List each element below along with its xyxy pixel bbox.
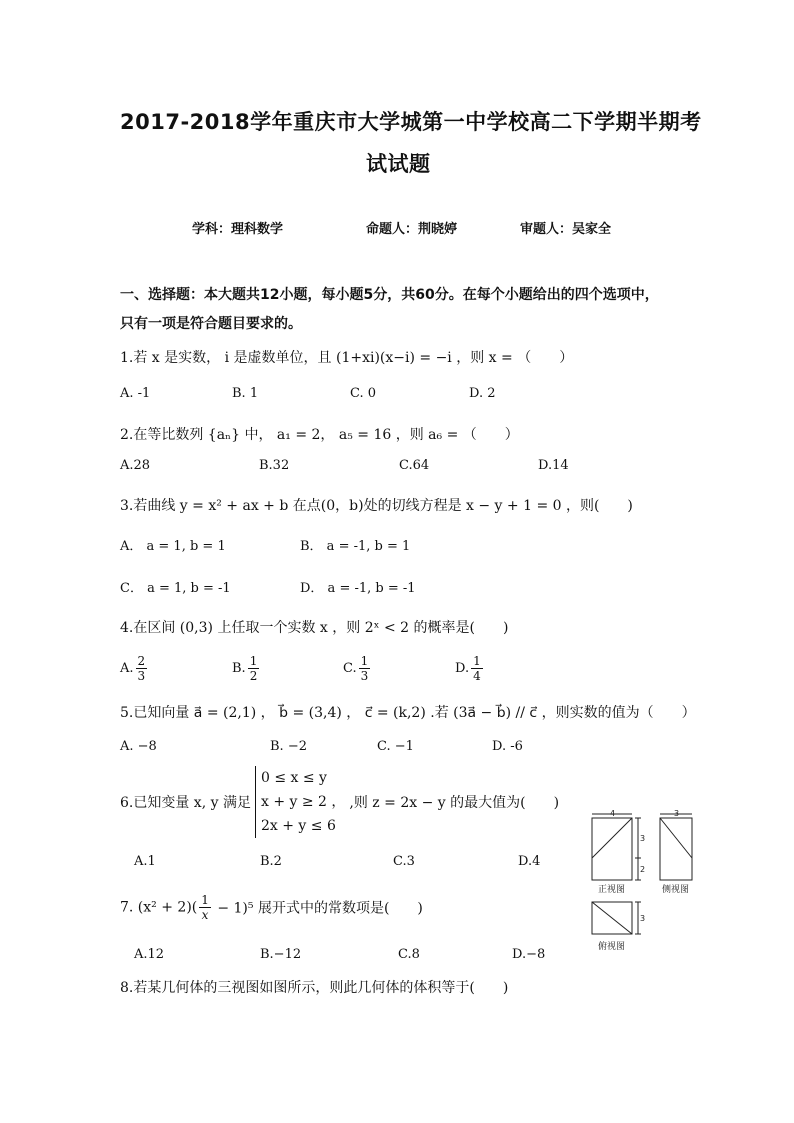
q4-option-c-label: C. — [343, 661, 357, 676]
question-1: 1.若 x 是实数， i 是虚数单位，且 (1+xi)(x−i) = −i ，则 x = （ ） — [120, 350, 574, 366]
q4-option-a-fraction: $\frac{2}{3}$ — [137, 654, 146, 683]
q3-option-a: A． a = 1, b = 1 — [120, 539, 226, 554]
q4-option-d-fraction: $\frac{1}{4}$ — [473, 654, 481, 683]
q3-option-d: D． a = -1, b = -1 — [300, 581, 416, 596]
author-label: 命题人：荆晓婷 — [366, 222, 458, 237]
q4-option-c — [343, 654, 372, 683]
q4-option-a — [120, 654, 149, 683]
reviewer-label: 审题人：吴家全 — [520, 222, 612, 237]
q7-option-a: A.12 — [134, 947, 165, 962]
front-view-label: 正视图 — [598, 885, 626, 895]
q2-option-a: A.28 — [120, 458, 151, 473]
q1-option-a: A. -1 — [120, 386, 151, 401]
q4-option-d-label: D. — [455, 661, 470, 676]
page-title-line2: 试试题 — [366, 152, 431, 176]
q6-option-c: C.3 — [393, 854, 415, 869]
q4-option-b — [232, 654, 261, 683]
q6-prefix: 6.已知变量 x, y 满足 — [120, 795, 251, 811]
q7-option-d: D.−8 — [512, 947, 546, 962]
q2-option-b: B.32 — [259, 458, 290, 473]
q4-option-b-fraction: $\frac{1}{2}$ — [249, 654, 258, 683]
question-6 — [120, 766, 559, 838]
q5-option-b: B. −2 — [270, 739, 307, 754]
q6-option-b: B.2 — [260, 854, 282, 869]
top-view-label: 俯视图 — [598, 942, 626, 952]
q7-option-c: C.8 — [398, 947, 420, 962]
q3-option-c: C． a = 1, b = -1 — [120, 581, 231, 596]
three-view-figure — [580, 806, 710, 956]
q7-option-b: B.−12 — [260, 947, 302, 962]
q7-text-before: 7. (x² + 2)( — [120, 899, 198, 916]
side-view — [660, 814, 692, 880]
question-5: 5.已知向量 a⃗ = (2,1) ， b⃗ = (3,4) ， c⃗ = (k,2) .若 (3a⃗ − b⃗) // c⃗ ，则实数的值为（ ） — [120, 705, 696, 721]
dim-top-height: 3 — [640, 914, 646, 923]
question-8: 8.若某几何体的三视图如图所示，则此几何体的体积等于( ) — [120, 980, 509, 996]
q5-option-d: D. -6 — [492, 739, 523, 754]
q6-suffix: ,则 z = 2x − y 的最大值为( ) — [349, 795, 560, 811]
q2-option-c: C.64 — [399, 458, 430, 473]
question-7 — [120, 893, 423, 922]
q6-constraint-3: 2x + y ≤ 6 — [260, 818, 336, 834]
q4-option-a-label: A. — [120, 661, 134, 676]
q5-option-a: A. −8 — [120, 739, 157, 754]
side-view-label: 侧视图 — [662, 885, 690, 895]
q6-option-a: A.1 — [134, 854, 156, 869]
top-view — [592, 902, 641, 934]
q5-option-c: C. −1 — [377, 739, 414, 754]
dim-height-lower: 2 — [640, 865, 646, 874]
q4-option-c-fraction: $\frac{1}{3}$ — [360, 654, 369, 683]
q1-option-c: C. 0 — [350, 386, 377, 401]
q7-text-after: − 1)⁵ 展开式中的常数项是( ) — [212, 900, 423, 917]
question-4: 4.在区间 (0,3) 上任取一个实数 x ，则 2ˣ < 2 的概率是( ) — [120, 620, 509, 636]
question-3: 3.若曲线 y = x² + ax + b 在点(0，b)处的切线方程是 x − y + 1 = 0 ，则( ) — [120, 498, 633, 514]
dim-side-width: 3 — [674, 809, 680, 818]
question-2: 2.在等比数列 {aₙ} 中， a₁ = 2， a₅ = 16 ，则 a₆ = （ ） — [120, 427, 519, 443]
subject-label: 学科：理科数学 — [192, 222, 284, 237]
q6-option-d: D.4 — [518, 854, 541, 869]
q7-fraction: $\frac{1}{x}$ — [201, 893, 209, 922]
section1-line2: 只有一项是符合题目要求的。 — [120, 316, 302, 332]
q2-option-d: D.14 — [538, 458, 569, 473]
q6-constraint-2: x + y ≥ 2 ， — [260, 794, 346, 810]
q1-option-d: D. 2 — [469, 386, 496, 401]
q6-constraint-1: 0 ≤ x ≤ y — [260, 770, 327, 786]
q4-option-b-label: B. — [232, 661, 246, 676]
dim-height-upper: 3 — [640, 834, 646, 843]
front-view — [592, 814, 641, 880]
page-title-line1: 2017-2018学年重庆市大学城第一中学校高二下学期半期考 — [120, 110, 702, 134]
q1-option-b: B. 1 — [232, 386, 259, 401]
dim-front-width: 4 — [610, 809, 616, 818]
q6-constraint-system — [255, 766, 345, 838]
q4-option-d — [455, 654, 485, 683]
section1-line1: 一、选择题：本大题共12小题，每小题5分，共60分。在每个小题给出的四个选项中， — [120, 287, 659, 303]
q3-option-b: B． a = -1, b = 1 — [300, 539, 411, 554]
